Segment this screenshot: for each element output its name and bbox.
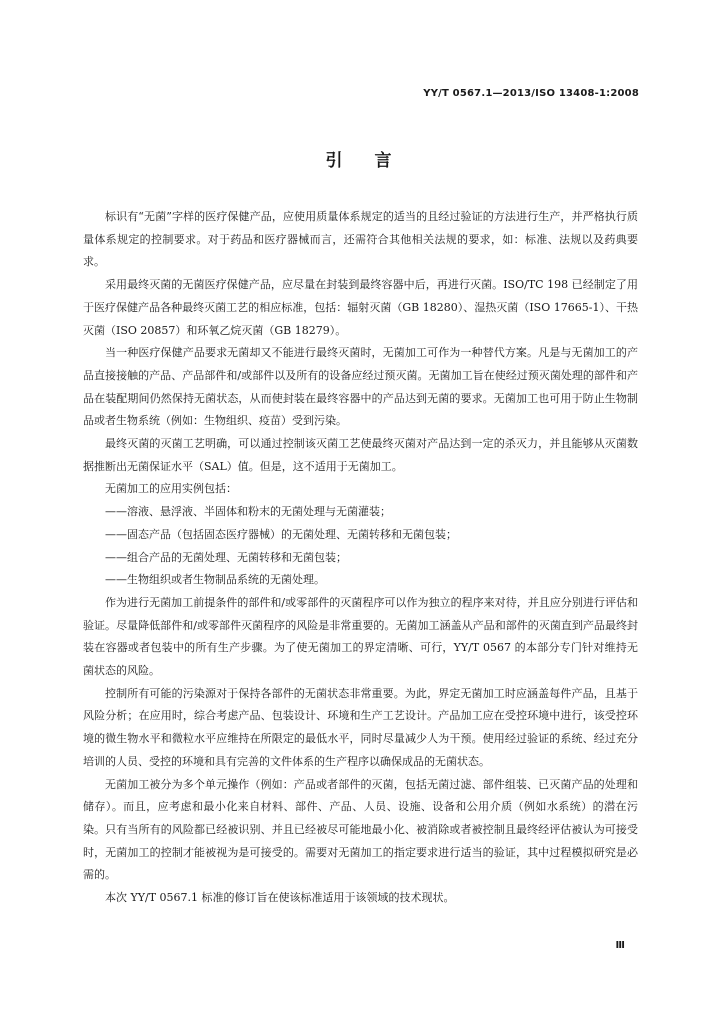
list-item: ——溶液、悬浮液、半固体和粉末的无菌处理与无菌灌装； [105,505,391,519]
list-item: ——组合产品的无菌处理、无菌转移和无菌包装； [105,550,347,564]
paragraph: 无菌加工被分为多个单元操作（例如：产品或者部件的灭菌，包括无菌过滤、部件组装、已灭菌产品的处理和储存）。而且，应考虑和最小化来自材料、部件、产品、人员、设施、设备和公用介质（例如水系统）的潜在污染。只有当所有的风险都已经被识别、并且已经被尽可能地最小化、被消除或者被控制且最终经评估被认为可接受时，无菌加工的控制才能被视为是可接受的。需要对无菌加工的指定要求进行适当的验证，其中过程模拟研究是必需的。 [83,777,638,882]
paragraph: 标识有“无菌”字样的医疗保健产品，应使用质量体系规定的适当的且经过验证的方法进行生产，并严格执行质量体系规定的控制要求。对于药品和医疗器械而言，还需符合其他相关法规的要求，如：标准、法规以及药典要求。 [83,210,638,269]
paragraph: 采用最终灭菌的无菌医疗保健产品，应尽量在封装到最终容器中后，再进行灭菌。ISO/TC 198 已经制定了用于医疗保健产品各种最终灭菌工艺的相应标准，包括：辐射灭菌（GB 18280）、湿热灭菌（ISO 17665-1）、干热灭菌（ISO 20857）和环氧乙烷灭菌（GB 18279）。 [83,278,638,337]
list-item: ——固态产品（包括固态医疗器械）的无菌处理、无菌转移和无菌包装； [105,527,457,541]
standard-code-header: YY/T 0567.1—2013/ISO 13408-1:2008 [423,88,639,99]
paragraph: 无菌加工的应用实例包括： [105,482,237,496]
page-number: Ⅲ [615,940,625,951]
paragraph: 最终灭菌的灭菌工艺明确，可以通过控制该灭菌工艺使最终灭菌对产品达到一定的杀灭力，并且能够从灭菌数据推断出无菌保证水平（SAL）值。但是，这不适用于无菌加工。 [83,437,638,473]
paragraph: 控制所有可能的污染源对于保持各部件的无菌状态非常重要。为此，界定无菌加工时应涵盖每件产品，且基于风险分析；在应用时，综合考虑产品、包装设计、环境和生产工艺设计。产品加工应在受控环境中进行，该受控环境的微生物水平和微粒水平应维持在所限定的最低水平，同时尽量减少人为干预。使用经过验证的系统、经过充分培训的人员、受控的环境和具有完善的文件体系的生产程序以确保成品的无菌状态。 [83,686,638,768]
paragraph: 本次 YY/T 0567.1 标准的修订旨在使该标准适用于该领域的技术现状。 [105,891,455,905]
document-body [83,206,638,910]
page-title: 引言 [325,151,424,171]
list-item: ——生物组织或者生物制品系统的无菌处理。 [105,573,325,587]
paragraph: 作为进行无菌加工前提条件的部件和/或零部件的灭菌程序可以作为独立的程序来对待，并且应分别进行评估和验证。尽量降低部件和/或零部件灭菌程序的风险是非常重要的。无菌加工涵盖从产品和部件的灭菌直到产品最终封装在容器或者包装中的所有生产步骤。为了使无菌加工的界定清晰、可行，YY/T 0567 的本部分专门针对维持无菌状态的风险。 [83,595,638,678]
paragraph: 当一种医疗保健产品要求无菌却又不能进行最终灭菌时，无菌加工可作为一种替代方案。凡是与无菌加工的产品直接接触的产品、产品部件和/或部件以及所有的设备应经过预灭菌。无菌加工旨在使经过预灭菌处理的部件和产品在装配期间仍然保持无菌状态，从而使封装在最终容器中的产品达到无菌的要求。无菌加工也可用于防止生物制品或者生物系统（例如：生物组织、疫苗）受到污染。 [83,346,638,428]
